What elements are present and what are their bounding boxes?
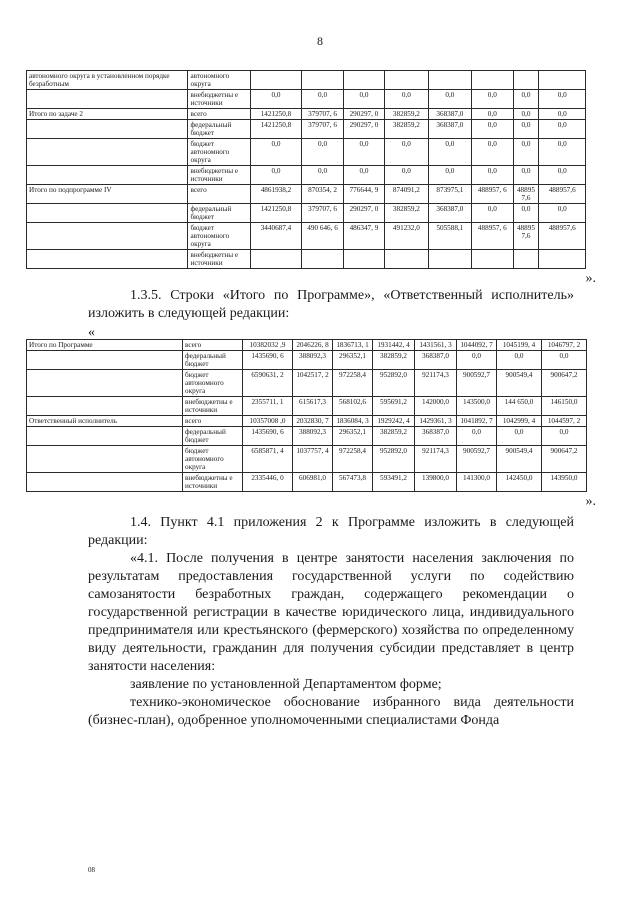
amount-cell: 368387,0 xyxy=(428,120,471,139)
amount-cell: 0,0 xyxy=(542,427,587,446)
row-group-label xyxy=(27,139,188,166)
amount-cell: 382859,2 xyxy=(385,120,428,139)
amount-cell: 10357008 ,0 xyxy=(243,416,293,427)
table-row xyxy=(27,340,587,351)
amount-cell: 296352,1 xyxy=(333,427,373,446)
table-row xyxy=(27,473,587,492)
amount-cell: 0,0 xyxy=(513,90,539,109)
amount-cell: 1421250,8 xyxy=(250,109,302,120)
amount-cell: 0,0 xyxy=(497,427,542,446)
budget-table-body xyxy=(27,340,587,492)
budget-table-subprogram-iv xyxy=(26,70,586,269)
amount-cell: 0,0 xyxy=(457,351,497,370)
amount-cell: 48895 7,6 xyxy=(513,185,539,204)
amount-cell: 1045199, 4 xyxy=(497,340,542,351)
amount-cell xyxy=(513,71,539,90)
paragraph-4-1: «4.1. После получения в центре занятости населения заключения по результатам предоставления государственной услуги по содействию самозанятости безработных граждан, содержащего рекомендации о государственной регистрации в качестве юридического лица, индивидуального предпринимателя или крестьянского (фермерского) хозяйства по определенному виду деятельности, гражданин для получения субсидии представляет в центр занятости населения: xyxy=(88,551,574,674)
funding-source-cell: внебюджетны е источники xyxy=(188,166,250,185)
amount-cell: 490 646, 6 xyxy=(302,223,343,250)
amount-cell: 0,0 xyxy=(513,109,539,120)
amount-cell: 874091,2 xyxy=(385,185,428,204)
amount-cell: 595691,2 xyxy=(373,397,415,416)
amount-cell: 48895 7,6 xyxy=(513,223,539,250)
amount-cell xyxy=(539,250,586,269)
amount-cell: 972258,4 xyxy=(333,446,373,473)
amount-cell: 382859,2 xyxy=(373,427,415,446)
amount-cell xyxy=(428,71,471,90)
amount-cell: 290297, 0 xyxy=(343,204,384,223)
table-row xyxy=(27,223,586,250)
amount-cell: 0,0 xyxy=(542,351,587,370)
amount-cell: 296352,1 xyxy=(333,351,373,370)
amount-cell: 1429361, 3 xyxy=(415,416,457,427)
amount-cell: 143500,0 xyxy=(457,397,497,416)
table-row xyxy=(27,139,586,166)
table-row xyxy=(27,185,586,204)
row-group-label xyxy=(27,370,183,397)
amount-cell: 382859,2 xyxy=(373,351,415,370)
amount-cell: 368387,0 xyxy=(428,204,471,223)
amount-cell: 1037757, 4 xyxy=(293,446,333,473)
amount-cell xyxy=(343,250,384,269)
amount-cell: 488957,6 xyxy=(539,185,586,204)
amount-cell: 1042999, 4 xyxy=(497,416,542,427)
amount-cell: 0,0 xyxy=(250,90,302,109)
amount-cell xyxy=(472,71,513,90)
amount-cell: 388092,3 xyxy=(293,427,333,446)
amount-cell xyxy=(385,71,428,90)
table-row xyxy=(27,166,586,185)
opening-quote-mark: « xyxy=(88,325,95,340)
row-group-label: автономного округа в установленном порядке безработным xyxy=(27,71,188,90)
funding-source-cell: бюджет автономного округа xyxy=(183,370,243,397)
amount-cell xyxy=(302,71,343,90)
amount-cell: 382859,2 xyxy=(385,109,428,120)
amount-cell: 368387,0 xyxy=(415,427,457,446)
amount-cell: 0,0 xyxy=(250,166,302,185)
amount-cell: 3440687,4 xyxy=(250,223,302,250)
amount-cell: 6585871, 4 xyxy=(243,446,293,473)
amount-cell: 0,0 xyxy=(385,166,428,185)
amount-cell: 144 650,0 xyxy=(497,397,542,416)
amount-cell: 0,0 xyxy=(472,139,513,166)
amount-cell: 488957, 6 xyxy=(472,185,513,204)
amount-cell: 0,0 xyxy=(385,139,428,166)
table-row xyxy=(27,71,586,90)
amount-cell: 0,0 xyxy=(385,90,428,109)
amount-cell: 1836084, 3 xyxy=(333,416,373,427)
row-group-label xyxy=(27,473,183,492)
amount-cell: 1836713, 1 xyxy=(333,340,373,351)
table-row xyxy=(27,416,587,427)
paragraph-1-4: 1.4. Пункт 4.1 приложения 2 к Программе изложить в следующей редакции: xyxy=(88,515,574,548)
table-row xyxy=(27,90,586,109)
amount-cell: 2335446, 0 xyxy=(243,473,293,492)
amount-cell: 142450,0 xyxy=(497,473,542,492)
amount-cell: 143950,0 xyxy=(542,473,587,492)
amount-cell: 1044092, 7 xyxy=(457,340,497,351)
row-group-label xyxy=(27,223,188,250)
amount-cell: 0,0 xyxy=(457,427,497,446)
funding-source-cell: федеральный бюджет xyxy=(188,120,250,139)
amount-cell: 1929242, 4 xyxy=(373,416,415,427)
table-row xyxy=(27,204,586,223)
amount-cell: 2032830, 7 xyxy=(293,416,333,427)
amount-cell: 0,0 xyxy=(539,139,586,166)
amount-cell: 1421250,8 xyxy=(250,204,302,223)
row-group-label xyxy=(27,446,183,473)
funding-source-cell: федеральный бюджет xyxy=(183,427,243,446)
amount-cell: 1042517, 2 xyxy=(293,370,333,397)
amount-cell xyxy=(250,71,302,90)
funding-source-cell: внебюджетны е источники xyxy=(188,250,250,269)
funding-source-cell: всего xyxy=(188,109,250,120)
paragraph-statement: заявление по установленной Департаментом форме; xyxy=(130,677,442,692)
amount-cell: 900549,4 xyxy=(497,370,542,397)
amount-cell: 952892,0 xyxy=(373,370,415,397)
amount-cell: 4861938,2 xyxy=(250,185,302,204)
amount-cell: 0,0 xyxy=(472,90,513,109)
amount-cell: 488957,6 xyxy=(539,223,586,250)
amount-cell: 0,0 xyxy=(539,109,586,120)
amount-cell: 382859,2 xyxy=(385,204,428,223)
amount-cell: 491232,0 xyxy=(385,223,428,250)
amount-cell: 0,0 xyxy=(472,204,513,223)
amount-cell: 486347, 9 xyxy=(343,223,384,250)
funding-source-cell: внебюджетны е источники xyxy=(183,397,243,416)
table-row xyxy=(27,250,586,269)
amount-cell: 0,0 xyxy=(472,109,513,120)
amount-cell: 972258,4 xyxy=(333,370,373,397)
amount-cell xyxy=(513,250,539,269)
amount-cell: 0,0 xyxy=(302,166,343,185)
amount-cell: 952892,0 xyxy=(373,446,415,473)
amount-cell: 368387,0 xyxy=(428,109,471,120)
amount-cell: 142000,0 xyxy=(415,397,457,416)
amount-cell: 0,0 xyxy=(428,166,471,185)
table-row xyxy=(27,120,586,139)
amount-cell: 900592,7 xyxy=(457,446,497,473)
row-group-label xyxy=(27,120,188,139)
table-row xyxy=(27,397,587,416)
row-group-label: Итого по подпрограмме IV xyxy=(27,185,188,204)
table-row xyxy=(27,446,587,473)
row-group-label xyxy=(27,166,188,185)
amount-cell: 0,0 xyxy=(539,120,586,139)
amount-cell: 368387,0 xyxy=(415,351,457,370)
amount-cell: 379707, 6 xyxy=(302,109,343,120)
amount-cell: 0,0 xyxy=(513,204,539,223)
amount-cell: 0,0 xyxy=(513,120,539,139)
amount-cell xyxy=(539,71,586,90)
row-group-label xyxy=(27,397,183,416)
amount-cell xyxy=(250,250,302,269)
amount-cell: 0,0 xyxy=(472,120,513,139)
amount-cell: 290297, 0 xyxy=(343,109,384,120)
table-row xyxy=(27,427,587,446)
funding-source-cell: внебюджетны е источники xyxy=(188,90,250,109)
row-group-label xyxy=(27,90,188,109)
amount-cell: 1931442, 4 xyxy=(373,340,415,351)
amount-cell: 0,0 xyxy=(513,166,539,185)
closing-quote-mark: ». xyxy=(585,271,596,286)
amount-cell: 567473,8 xyxy=(333,473,373,492)
amount-cell: 873975,1 xyxy=(428,185,471,204)
row-group-label: Итого по задаче 2 xyxy=(27,109,188,120)
funding-source-cell: автономного округа xyxy=(188,71,250,90)
amount-cell: 488957, 6 xyxy=(472,223,513,250)
amount-cell: 505588,1 xyxy=(428,223,471,250)
amount-cell: 379707, 6 xyxy=(302,204,343,223)
funding-source-cell: бюджет автономного округа xyxy=(188,223,250,250)
budget-table-program-total xyxy=(26,339,587,492)
table-row xyxy=(27,109,586,120)
row-group-label: Ответственный исполнитель xyxy=(27,416,183,427)
amount-cell: 615617,3 xyxy=(293,397,333,416)
table-row xyxy=(27,370,587,397)
amount-cell: 1041892, 7 xyxy=(457,416,497,427)
row-group-label xyxy=(27,427,183,446)
funding-source-cell: федеральный бюджет xyxy=(183,351,243,370)
amount-cell: 0,0 xyxy=(513,139,539,166)
funding-source-cell: бюджет автономного округа xyxy=(188,139,250,166)
amount-cell: 141300,0 xyxy=(457,473,497,492)
amount-cell: 900647,2 xyxy=(542,446,587,473)
amount-cell: 606981,0 xyxy=(293,473,333,492)
amount-cell: 0,0 xyxy=(539,166,586,185)
amount-cell: 0,0 xyxy=(497,351,542,370)
amount-cell: 379707, 6 xyxy=(302,120,343,139)
amount-cell: 921174,3 xyxy=(415,446,457,473)
amount-cell: 568102,6 xyxy=(333,397,373,416)
amount-cell xyxy=(428,250,471,269)
amount-cell: 0,0 xyxy=(428,90,471,109)
amount-cell: 870354, 2 xyxy=(302,185,343,204)
amount-cell: 0,0 xyxy=(539,90,586,109)
amount-cell: 1044597, 2 xyxy=(542,416,587,427)
closing-quote-mark: ». xyxy=(585,494,596,509)
amount-cell: 0,0 xyxy=(302,90,343,109)
amount-cell: 593491,2 xyxy=(373,473,415,492)
amount-cell: 388092,3 xyxy=(293,351,333,370)
amount-cell: 0,0 xyxy=(472,166,513,185)
footer-mark: 08 xyxy=(88,866,95,874)
row-group-label xyxy=(27,351,183,370)
amount-cell: 1431561, 3 xyxy=(415,340,457,351)
amount-cell: 146150,0 xyxy=(542,397,587,416)
amount-cell: 900549,4 xyxy=(497,446,542,473)
amount-cell: 0,0 xyxy=(539,204,586,223)
amount-cell xyxy=(302,250,343,269)
amount-cell: 0,0 xyxy=(343,166,384,185)
amount-cell xyxy=(385,250,428,269)
amount-cell: 0,0 xyxy=(302,139,343,166)
row-group-label xyxy=(27,204,188,223)
amount-cell: 2046226, 8 xyxy=(293,340,333,351)
amount-cell: 1435690, 6 xyxy=(243,427,293,446)
amount-cell: 776644, 9 xyxy=(343,185,384,204)
paragraph-1-3-5: 1.3.5. Строки «Итого по Программе», «Ответственный исполнитель» изложить в следующей редакции: xyxy=(88,288,574,321)
page-number: 8 xyxy=(317,34,323,48)
amount-cell: 10382032 ,9 xyxy=(243,340,293,351)
amount-cell: 2355711, 1 xyxy=(243,397,293,416)
amount-cell: 1435690, 6 xyxy=(243,351,293,370)
funding-source-cell: внебюджетны е источники xyxy=(183,473,243,492)
amount-cell xyxy=(343,71,384,90)
amount-cell: 0,0 xyxy=(343,139,384,166)
amount-cell: 6590631, 2 xyxy=(243,370,293,397)
amount-cell: 921174,3 xyxy=(415,370,457,397)
funding-source-cell: федеральный бюджет xyxy=(188,204,250,223)
amount-cell: 0,0 xyxy=(428,139,471,166)
paragraph-business-plan: технико-экономическое обоснование избранного вида деятельности (бизнес-план), одобренное уполномоченными специалистами Фонда xyxy=(88,695,574,728)
amount-cell xyxy=(472,250,513,269)
funding-source-cell: всего xyxy=(188,185,250,204)
amount-cell: 0,0 xyxy=(343,90,384,109)
funding-source-cell: всего xyxy=(183,416,243,427)
amount-cell: 290297, 0 xyxy=(343,120,384,139)
row-group-label: Итого по Программе xyxy=(27,340,183,351)
amount-cell: 139800,0 xyxy=(415,473,457,492)
amount-cell: 900647,2 xyxy=(542,370,587,397)
table-row xyxy=(27,351,587,370)
amount-cell: 900592,7 xyxy=(457,370,497,397)
funding-source-cell: бюджет автономного округа xyxy=(183,446,243,473)
amount-cell: 1046797, 2 xyxy=(542,340,587,351)
amount-cell: 0,0 xyxy=(250,139,302,166)
funding-source-cell: всего xyxy=(183,340,243,351)
row-group-label xyxy=(27,250,188,269)
amount-cell: 1421250,8 xyxy=(250,120,302,139)
budget-table-body xyxy=(27,71,586,269)
